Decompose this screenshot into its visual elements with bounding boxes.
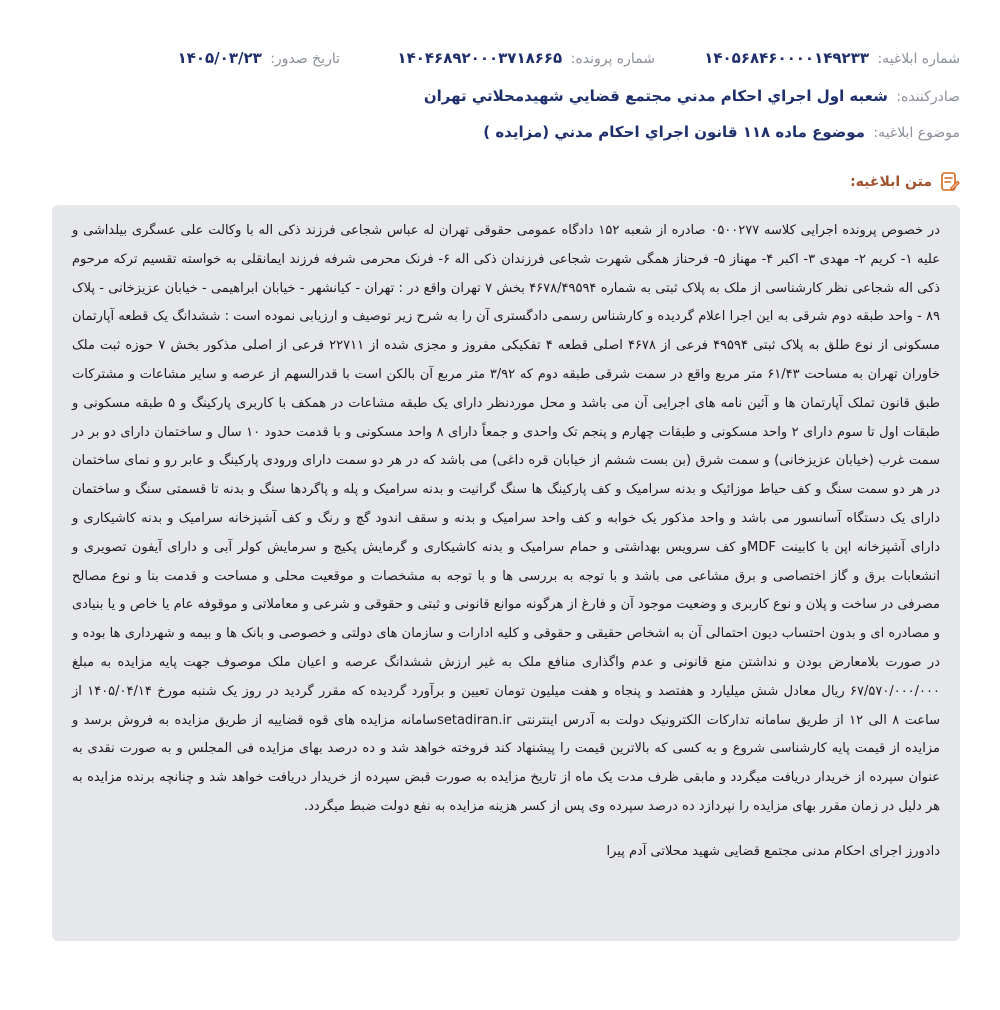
issue-date-value: ۱۴۰۵/۰۳/۲۳ bbox=[177, 49, 262, 67]
notice-meta-row bbox=[0, 46, 1000, 70]
subject-label: موضوع ابلاغيه: bbox=[873, 125, 960, 141]
notice-number-label: شماره ابلاغيه: bbox=[877, 51, 960, 67]
case-number-label: شماره پرونده: bbox=[570, 51, 655, 67]
issue-date-label: تاريخ صدور: bbox=[270, 51, 340, 67]
notice-signature: دادورز اجرای احکام مدنی مجتمع قضایی شهید محلاتی آدم پیرا bbox=[606, 843, 940, 859]
notice-number bbox=[704, 46, 960, 71]
notice-body-heading bbox=[850, 170, 960, 194]
issuer-value: شعبه اول اجراي احكام مدني مجتمع قضايي شهيدمحلاتي تهران bbox=[423, 87, 888, 105]
document-edit-icon bbox=[940, 171, 960, 193]
subject-row bbox=[483, 120, 960, 145]
notice-number-value: ۱۴۰۵۶۸۴۶۰۰۰۰۱۴۹۲۳۳ bbox=[704, 49, 869, 67]
notice-body-text: در خصوص پرونده اجرایی کلاسه ۰۵۰۰۲۷۷ صادره از شعبه ۱۵۲ دادگاه عمومی حقوقی تهران له عباس شجاعی فرزند ذکی اله با وکالت علی عسگری بیلداشی و علیه ۱- کریم ۲- مهدی ۳- اکبر ۴- مهناز ۵- فرحناز همگی شهرت شجاعی فرزندان ذکی اله ۶- فرنک محرمی شرفه فرزند ایمانقلی به خواسته تقسیم ترکه مرحوم ذکی اله شجاعی نظر کارشناسی از ملک به پلاک ثبتی به شماره ۴۶۷۸/۴۹۵۹۴ بخش ۷ تهران واقع در : تهران - کیانشهر - خیابان ابراهیمی - خیابان عزیزخانی - پلاک ۸۹ - واحد طبقه دوم شرقی به این اجرا اعلام گردیده و کارشناس رسمی دادگستری آن را به شرح زیر توصیف و ارزیابی نموده است : ششدانگ یک قطعه آپارتمان مسکونی از نوع طلق به پلاک ثبتی ۴۹۵۹۴ فرعی از ۴۶۷۸ اصلی قطعه ۴ تفکیکی مفروز و مجزی شده از ۲۲۷۱۱ فرعی از اصلی مذکور بخش ۷ حوزه ثبت ملک خاوران تهران به مساحت ۶۱/۴۳ متر مربع واقع در سمت شرقی طبقه دوم که ۳/۹۲ متر مربع آن بالکن است با قدرالسهم از عرصه و سایر مشاعات و مشترکات طبق قانون تملک آپارتمان ها و آئین نامه های اجرایی آن می باشد و محل موردنظر دارای یک طبقه مشاعات در همکف با کاربری پارکینگ و ۵ طبقه مسکونی و طبقات اول تا سوم دارای ۲ واحد مسکونی و طبقات چهارم و پنجم تک واحدی و جمعاً دارای ۸ واحد مسکونی و با قدمت حدود ۱۰ سال و ساختمان دارای دو بر در سمت غرب (خیابان عزیزخانی) و سمت شرق (بن بست ششم از خیابان قره داغی) می باشد که در هر دو سمت دارای ورودی پارکینگ و عابر رو و نمای ساختمان در هر دو سمت سنگ و کف حیاط موزائیک و بدنه سرامیک و کف پارکینگ ها سنگ گرانیت و بدنه سرامیک و پله و پاگردها سنگ و بدنه تا قسمتی سنگ و ساختمان دارای یک دستگاه آسانسور می باشد و واحد مذکور یک خوابه و کف واحد سرامیک و بدنه و سقف اندود گچ و رنگ و کف آشپزخانه سرامیک و بدنه کاشیکاری و دارای آشپزخانه اپن با کابینت MDFو کف سرویس بهداشتی و حمام سرامیک و بدنه کاشیکاری و گرمایش پکیج و سرمایش کولر آبی و دارای آیفون تصویری و انشعابات برق و گاز اختصاصی و برق مشاعی می باشد و با توجه به بررسی ها و با توجه به مشخصات و موقعیت محلی و مساحت و قدمت بنا و نوع مصالح مصرفی در ساخت و پلان و نوع کاربری و وضعیت موجود آن و فارغ از هرگونه موانع قانونی و ثبتی و حقوقی و شرعی و معاملاتی و موقوفه عام یا خاص و یا بنیادی و مصادره ای و بدون احتساب دیون احتمالی آن به اشخاص حقیقی و حقوقی و کلیه ادارات و سازمان های دولتی و خصوصی و بانک ها و بیمه و شهرداری ها بوده و در صورت بلامعارض بودن و نداشتن منع قانونی و عدم واگذاری منافع ملک به غیر ارزش ششدانگ عرصه و اعیان ملک موصوف جهت پایه مزایده به مبلغ ۶۷/۵۷۰/۰۰۰/۰۰۰ ریال معادل شش میلیارد و هفتصد و پنجاه و هفت میلیون تومان تعیین و برآورد گردیده که مقرر گردید در روز یک شنبه مورخ ۱۴۰۵/۰۴/۱۴ از ساعت ۸ الی ۱۲ از طریق سامانه تدارکات الکترونیک دولت به آدرس اینترنتی setadiran.irسامانه مزایده های قوه قضاییه از طریق مزایده به فروش برسد و مزایده از قیمت پایه کارشناسی شروع و به کسی که بالاترین قیمت را پیشنهاد کند فروخته خواهد شد و ده درصد بهای مزایده فی المجلس و به صورت نقدی به عنوان سپرده از خریدار دریافت میگردد و مابقی ظرف مدت یک ماه از تاریخ مزایده به صورت قبض سپرده از خریدار دریافت خواهد شد و چنانچه برنده مزایده به هر دلیل در زمان مقرر بهای مزایده را نپردازد ده درصد سپرده وی پس از کسر هزینه مزایده به نفع دولت ضبط میگردد. bbox=[72, 223, 941, 814]
issuer-label: صادرکننده: bbox=[896, 89, 960, 105]
subject-value: موضوع ماده ۱۱۸ قانون اجراي احكام مدني (مزايده ) bbox=[483, 123, 865, 141]
notice-text-box bbox=[52, 205, 960, 941]
issue-date bbox=[178, 46, 340, 71]
issuer-row bbox=[424, 84, 960, 109]
notice-body-heading-text: متن ابلاغيه: bbox=[850, 174, 932, 190]
case-number bbox=[397, 46, 655, 71]
case-number-value: ۱۴۰۴۶۸۹۲۰۰۰۳۷۱۸۶۶۵ bbox=[397, 49, 563, 67]
